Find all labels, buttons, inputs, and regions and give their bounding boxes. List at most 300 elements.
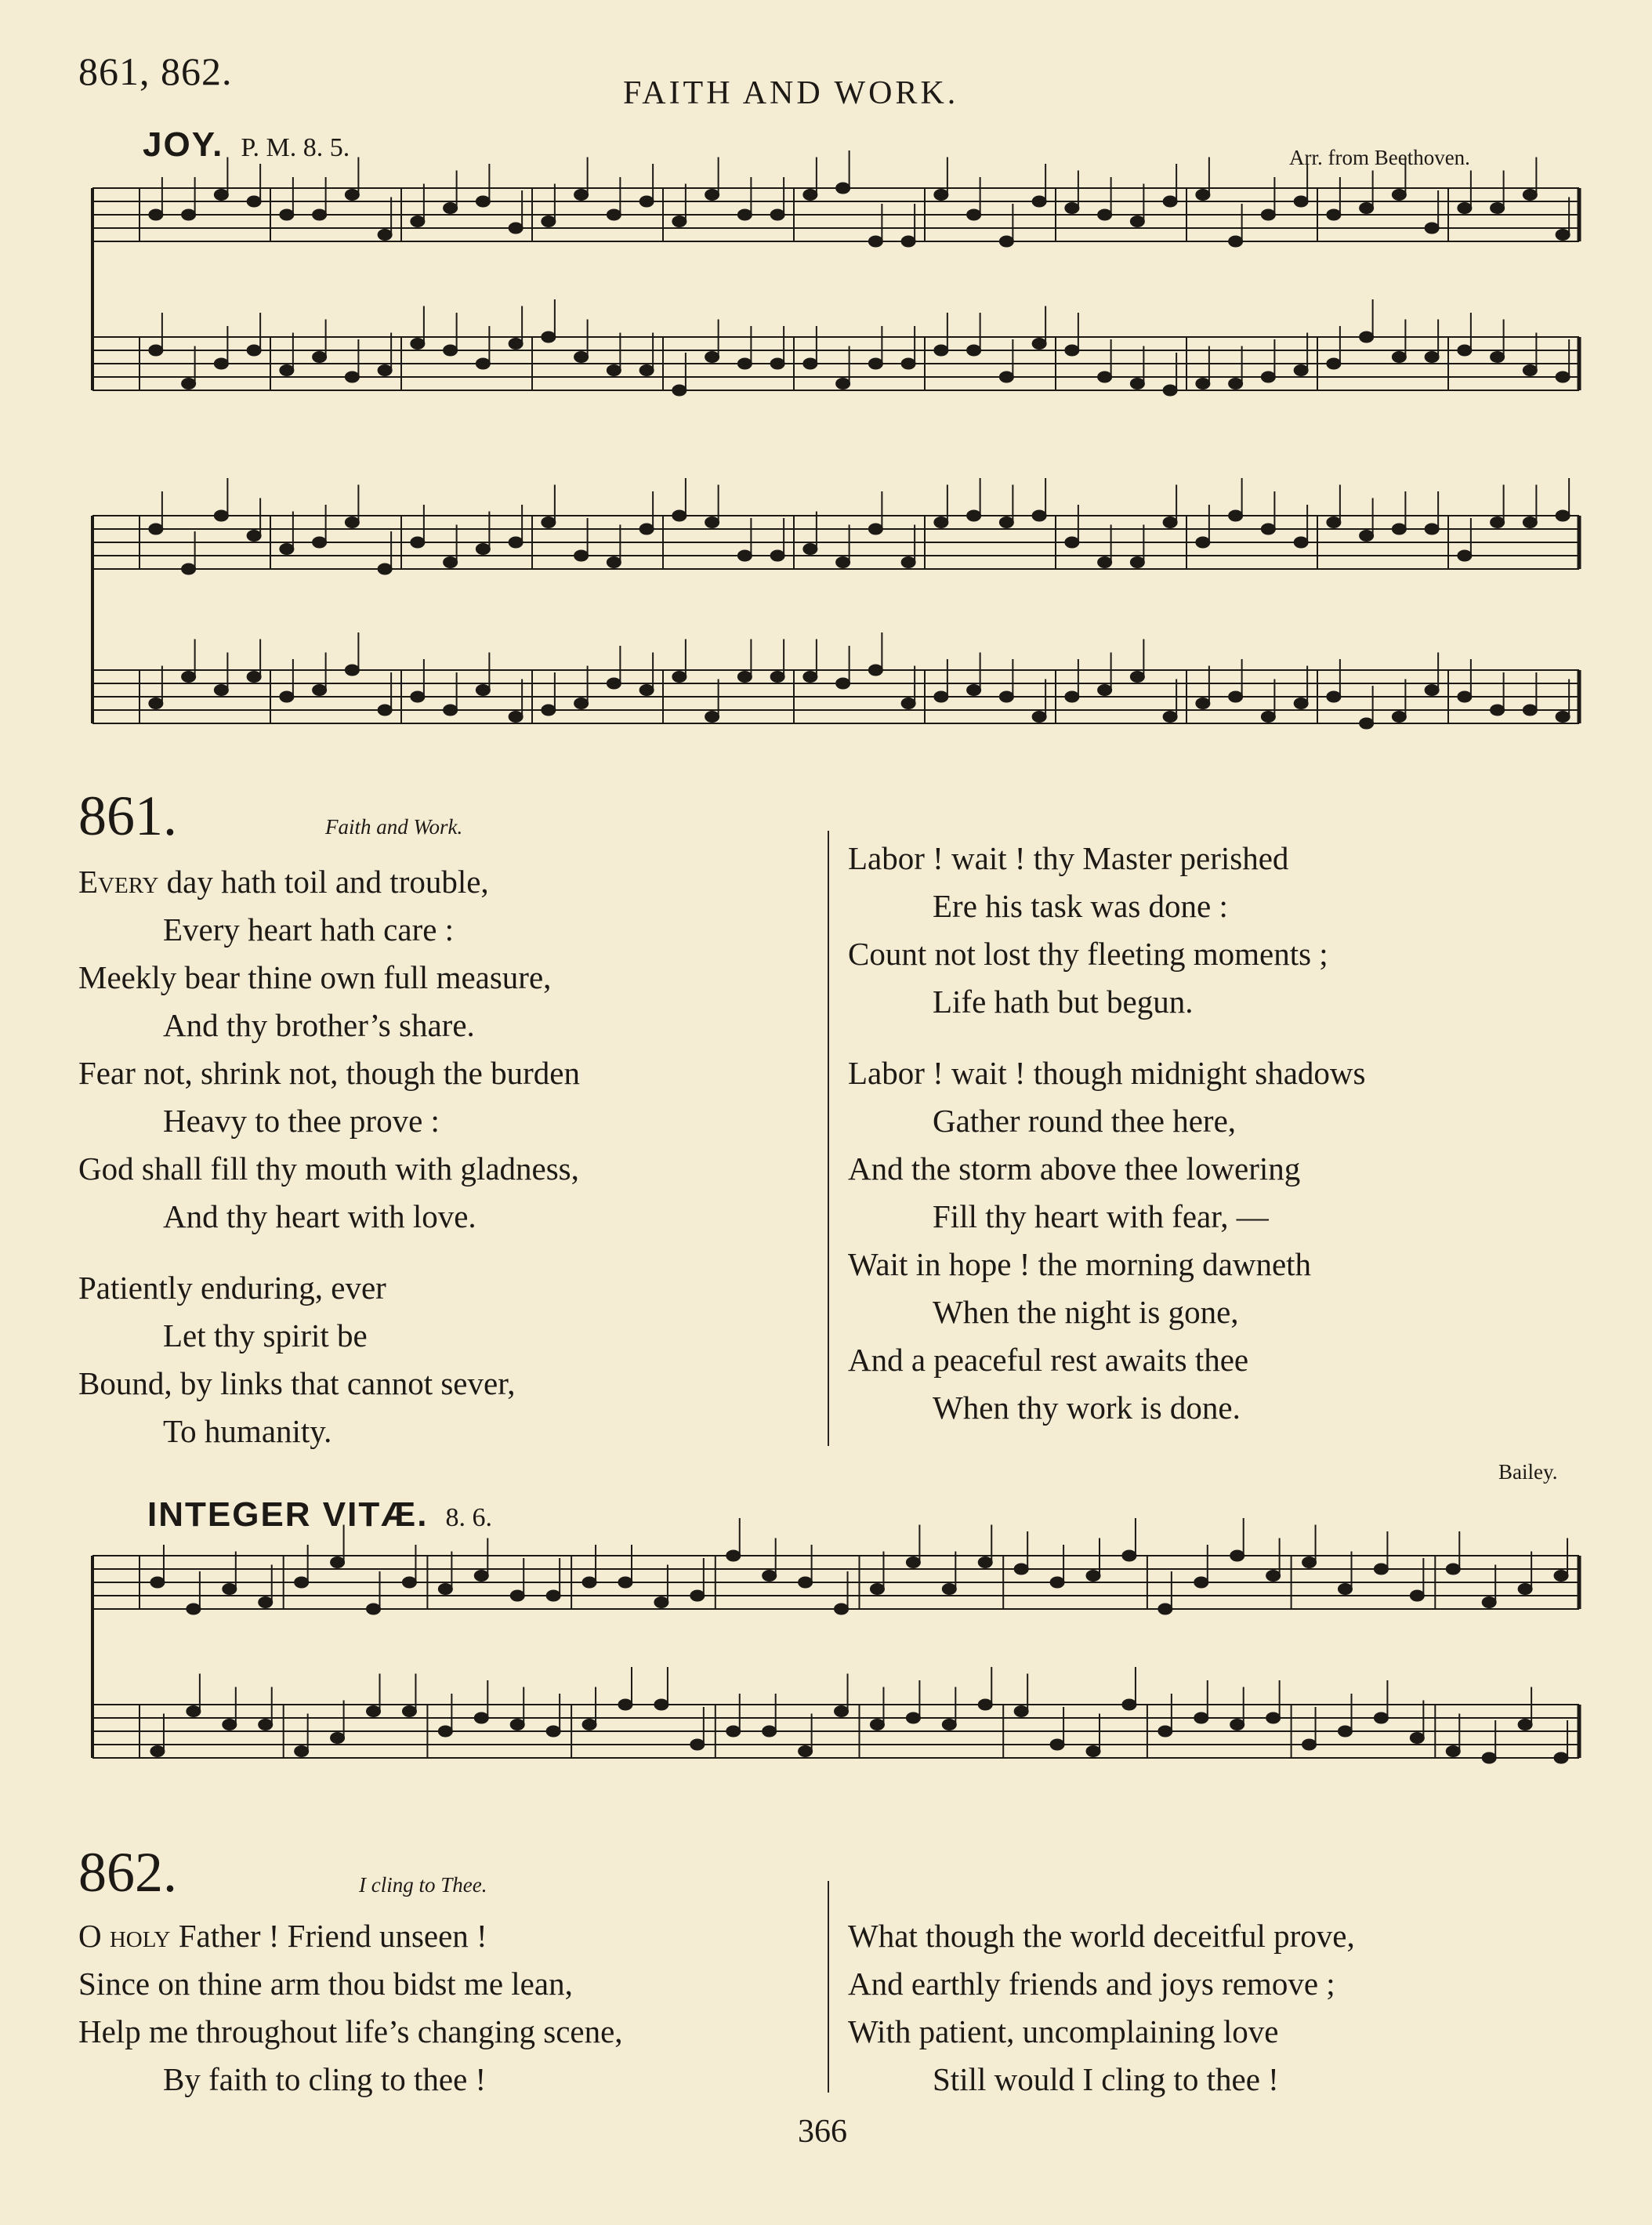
note-head (247, 196, 261, 207)
note-head (607, 678, 621, 689)
note-head (214, 510, 228, 521)
note-head (574, 352, 589, 363)
note-head (510, 1719, 524, 1730)
note-head (999, 691, 1013, 702)
note-head (1458, 345, 1472, 356)
note-head (639, 365, 654, 376)
note-head (411, 339, 425, 350)
tune-meter: 8. 6. (445, 1503, 492, 1532)
note-head (705, 190, 719, 201)
note-head (1163, 517, 1177, 528)
verse-line: Count not lost thy fleeting moments ; (848, 936, 1328, 972)
note-head (967, 345, 981, 356)
note-head (1554, 1571, 1568, 1582)
note-head (1229, 236, 1243, 247)
note-head (582, 1577, 596, 1588)
note-head (942, 1719, 956, 1730)
note-head (967, 685, 981, 696)
verse-line: Life hath but begun. (933, 984, 1194, 1020)
note-head (1163, 712, 1177, 723)
note-head (574, 698, 589, 709)
note-head (770, 209, 784, 220)
note-head (763, 1571, 777, 1582)
hymn-numbers-header: 861, 862. (78, 49, 233, 93)
note-head (770, 358, 784, 369)
note-head (1392, 712, 1406, 723)
note-head (1294, 196, 1308, 207)
note-head (313, 209, 327, 220)
note-head (1360, 531, 1374, 542)
note-head (1294, 365, 1308, 376)
column-divider (828, 1881, 829, 2093)
hymn-862-number: 862. (78, 1841, 177, 1904)
note-head (444, 203, 458, 214)
note-head (444, 557, 458, 568)
note-head (444, 345, 458, 356)
verse-first-word: O holy (78, 1918, 171, 1954)
note-head (770, 672, 784, 683)
note-head (1050, 1577, 1064, 1588)
note-head (705, 352, 719, 363)
note-head (1130, 216, 1144, 227)
note-head (1458, 203, 1472, 214)
column-divider (828, 831, 829, 1446)
note-head (1491, 517, 1505, 528)
note-head (574, 550, 589, 561)
note-head (1425, 352, 1439, 363)
note-head (1556, 371, 1570, 382)
note-head (150, 1577, 165, 1588)
note-head (934, 517, 948, 528)
note-head (906, 1557, 920, 1568)
note-head (967, 510, 981, 521)
note-head (1338, 1584, 1352, 1595)
verse-line: And the storm above thee lowering (848, 1151, 1301, 1187)
note-head (705, 517, 719, 528)
note-head (476, 685, 490, 696)
note-head (411, 216, 425, 227)
note-head (639, 524, 654, 535)
note-head (672, 216, 687, 227)
verse-first-word: Every (78, 864, 159, 900)
tune-name: INTEGER VITÆ. (147, 1495, 429, 1534)
note-head (247, 672, 261, 683)
note-head (1032, 712, 1046, 723)
note-head (1556, 230, 1570, 241)
note-head (1446, 1746, 1460, 1757)
verse-line: With patient, uncomplaining love (848, 2013, 1279, 2049)
note-head (295, 1746, 309, 1757)
verse-text: Father ! Friend unseen ! (170, 1918, 487, 1954)
note-head (1266, 1712, 1281, 1723)
verse-line: Help me throughout life’s changing scene, (78, 2013, 623, 2049)
note-head (1360, 718, 1374, 729)
note-head (1491, 203, 1505, 214)
note-head (247, 531, 261, 542)
note-head (378, 563, 392, 574)
note-head (770, 550, 784, 561)
note-head (1014, 1706, 1028, 1717)
note-head (1158, 1604, 1172, 1614)
note-head (474, 1712, 488, 1723)
verse-line: When the night is gone, (933, 1294, 1239, 1330)
note-head (182, 672, 196, 683)
note-head (1491, 705, 1505, 716)
verse-line: Fill thy heart with fear, — (933, 1198, 1269, 1234)
note-head (1523, 190, 1537, 201)
note-head (1556, 510, 1570, 521)
note-head (1392, 190, 1406, 201)
note-head (1302, 1739, 1317, 1750)
note-head (868, 236, 882, 247)
hymn-862-left-column (78, 1912, 623, 2104)
note-head (345, 371, 359, 382)
note-head (149, 524, 163, 535)
verse-line: And thy heart with love. (163, 1198, 476, 1234)
note-head (280, 691, 294, 702)
note-head (901, 358, 915, 369)
note-head (331, 1557, 345, 1568)
note-head (607, 557, 621, 568)
note-head (182, 563, 196, 574)
note-head (280, 365, 294, 376)
note-head (1556, 712, 1570, 723)
note-head (868, 524, 882, 535)
note-head (639, 685, 654, 696)
note-head (803, 672, 817, 683)
note-head (901, 236, 915, 247)
note-head (1130, 672, 1144, 683)
note-head (214, 190, 228, 201)
note-head (444, 705, 458, 716)
note-head (1482, 1597, 1496, 1608)
note-head (934, 190, 948, 201)
note-head (509, 712, 523, 723)
note-head (411, 691, 425, 702)
note-head (1098, 685, 1112, 696)
note-head (705, 712, 719, 723)
note-head (1229, 379, 1243, 390)
note-head (978, 1557, 992, 1568)
note-head (1196, 190, 1210, 201)
tune-meter: P. M. 8. 5. (241, 133, 350, 162)
note-head (542, 216, 556, 227)
verse-line: Bound, by links that cannot sever, (78, 1365, 516, 1401)
note-head (1360, 203, 1374, 214)
note-head (737, 358, 752, 369)
note-head (607, 365, 621, 376)
verse-line: And earthly friends and joys remove ; (848, 1966, 1335, 2002)
note-head (1302, 1557, 1317, 1568)
note-head (1032, 339, 1046, 350)
note-head (672, 672, 687, 683)
verse-line: Ere his task was done : (933, 888, 1228, 924)
note-head (1163, 385, 1177, 396)
note-head (411, 537, 425, 548)
note-head (672, 385, 687, 396)
note-head (542, 332, 556, 342)
note-head (726, 1550, 741, 1561)
note-head (1374, 1564, 1388, 1575)
note-head (150, 1746, 165, 1757)
note-head (1523, 517, 1537, 528)
note-head (1261, 524, 1275, 535)
note-head (726, 1726, 741, 1737)
note-head (149, 209, 163, 220)
note-head (803, 190, 817, 201)
verse-line: Gather round thee here, (933, 1103, 1237, 1139)
note-head (1230, 1550, 1244, 1561)
note-head (1327, 209, 1341, 220)
note-head (259, 1719, 273, 1730)
note-head (1163, 196, 1177, 207)
note-head (934, 691, 948, 702)
note-head (906, 1712, 920, 1723)
note-head (1523, 705, 1537, 716)
note-head (1032, 510, 1046, 521)
note-head (1065, 537, 1079, 548)
note-head (868, 665, 882, 676)
note-head (280, 544, 294, 555)
note-head (187, 1604, 201, 1614)
note-head (345, 665, 359, 676)
note-head (1458, 550, 1472, 561)
note-head (1327, 517, 1341, 528)
note-head (1014, 1564, 1028, 1575)
note-head (1338, 1726, 1352, 1737)
note-head (1360, 332, 1374, 342)
verse-line: Since on thine arm thou bidst me lean, (78, 1966, 573, 2002)
note-head (1130, 379, 1144, 390)
verse-line: To humanity. (163, 1413, 332, 1449)
note-head (654, 1699, 668, 1710)
note-head (438, 1584, 452, 1595)
note-head (1196, 379, 1210, 390)
note-head (182, 379, 196, 390)
verse-line: What though the world deceitful prove, (848, 1918, 1355, 1954)
note-head (836, 183, 850, 194)
note-head (1491, 352, 1505, 363)
note-head (803, 358, 817, 369)
note-head (836, 379, 850, 390)
tune-name: JOY. (143, 125, 224, 164)
note-head (1122, 1699, 1136, 1710)
note-head (574, 190, 589, 201)
note-head (214, 358, 228, 369)
tune-credit: Arr. from Beethoven. (1289, 146, 1470, 169)
note-head (546, 1726, 560, 1737)
note-head (1194, 1577, 1208, 1588)
note-head (280, 209, 294, 220)
note-head (259, 1597, 273, 1608)
verse-line: Still would I cling to thee ! (933, 2061, 1279, 2097)
note-head (1294, 537, 1308, 548)
hymn-862-subtitle: I cling to Thee. (359, 1873, 487, 1897)
note-head (639, 196, 654, 207)
note-head (1410, 1733, 1424, 1744)
note-head (378, 365, 392, 376)
note-head (1086, 1746, 1100, 1757)
note-head (737, 209, 752, 220)
note-head (313, 352, 327, 363)
note-head (1098, 557, 1112, 568)
verse-line (78, 858, 580, 906)
note-head (331, 1733, 345, 1744)
note-head (1196, 537, 1210, 548)
note-head (690, 1590, 705, 1601)
note-head (214, 685, 228, 696)
hymn-861-left-column (78, 858, 580, 1455)
note-head (1425, 685, 1439, 696)
note-head (1327, 691, 1341, 702)
note-head (999, 371, 1013, 382)
note-head (607, 209, 621, 220)
note-head (476, 196, 490, 207)
note-head (438, 1726, 452, 1737)
note-head (1261, 712, 1275, 723)
note-head (1425, 524, 1439, 535)
note-head (247, 345, 261, 356)
note-head (763, 1726, 777, 1737)
hymn-861-author: Bailey. (1498, 1460, 1558, 1484)
note-head (1425, 223, 1439, 234)
note-head (149, 345, 163, 356)
note-head (313, 537, 327, 548)
note-head (1482, 1752, 1496, 1763)
note-head (582, 1719, 596, 1730)
note-head (1130, 557, 1144, 568)
verse-line: Wait in hope ! the morning dawneth (848, 1246, 1312, 1282)
note-head (1374, 1712, 1388, 1723)
note-head (546, 1590, 560, 1601)
note-head (1065, 345, 1079, 356)
note-head (509, 223, 523, 234)
note-head (476, 544, 490, 555)
note-head (1261, 209, 1275, 220)
note-head (1229, 510, 1243, 521)
note-head (618, 1577, 632, 1588)
note-head (870, 1584, 884, 1595)
note-head (378, 230, 392, 241)
note-head (1158, 1726, 1172, 1737)
note-head (474, 1571, 488, 1582)
note-head (799, 1577, 813, 1588)
hymn-861-number: 861. (78, 785, 177, 847)
note-head (1086, 1571, 1100, 1582)
note-head (313, 685, 327, 696)
verse-line: Let thy spirit be (163, 1317, 368, 1353)
verse-line: Heavy to thee prove : (163, 1103, 440, 1139)
note-head (1230, 1719, 1244, 1730)
note-head (1392, 352, 1406, 363)
note-head (999, 236, 1013, 247)
verse-line: Every heart hath care : (163, 911, 455, 948)
note-head (870, 1719, 884, 1730)
note-head (1458, 691, 1472, 702)
note-head (542, 705, 556, 716)
note-head (868, 358, 882, 369)
note-head (967, 209, 981, 220)
page-number: 366 (798, 2114, 847, 2150)
note-head (942, 1584, 956, 1595)
note-head (1122, 1550, 1136, 1561)
note-head (149, 698, 163, 709)
verse-line: When thy work is done. (933, 1390, 1241, 1426)
note-head (836, 678, 850, 689)
verse-line: Meekly bear thine own full measure, (78, 959, 552, 995)
note-head (476, 358, 490, 369)
note-head (1266, 1571, 1281, 1582)
note-head (187, 1706, 201, 1717)
note-head (1065, 203, 1079, 214)
note-head (510, 1590, 524, 1601)
tune-integer-vitae-title (147, 1495, 492, 1535)
note-head (1050, 1739, 1064, 1750)
note-head (1261, 371, 1275, 382)
note-head (1392, 524, 1406, 535)
note-head (1194, 1712, 1208, 1723)
note-head (1032, 196, 1046, 207)
note-head (799, 1746, 813, 1757)
note-head (1229, 691, 1243, 702)
note-head (402, 1706, 416, 1717)
note-head (223, 1584, 237, 1595)
note-head (1410, 1590, 1424, 1601)
note-head (223, 1719, 237, 1730)
note-head (672, 510, 687, 521)
note-head (1327, 358, 1341, 369)
note-head (836, 557, 850, 568)
verse-line: Labor ! wait ! thy Master perished (848, 840, 1289, 876)
note-head (182, 209, 196, 220)
note-head (378, 705, 392, 716)
note-head (690, 1739, 705, 1750)
note-head (934, 345, 948, 356)
verse-text: day hath toil and trouble, (158, 864, 489, 900)
note-head (1065, 691, 1079, 702)
note-head (737, 550, 752, 561)
verse-line: By faith to cling to thee ! (163, 2061, 487, 2097)
note-head (402, 1577, 416, 1588)
note-head (803, 544, 817, 555)
note-head (345, 190, 359, 201)
verse-line: God shall fill thy mouth with gladness, (78, 1151, 579, 1187)
note-head (367, 1706, 381, 1717)
note-head (737, 672, 752, 683)
verse-line: Patiently enduring, ever (78, 1270, 386, 1306)
note-head (509, 537, 523, 548)
hymn-862-right-column (848, 1912, 1355, 2104)
verse-line: And a peaceful rest awaits thee (848, 1342, 1249, 1378)
note-head (654, 1597, 668, 1608)
note-head (1518, 1719, 1532, 1730)
note-head (1446, 1564, 1460, 1575)
note-head (999, 517, 1013, 528)
note-head (1554, 1752, 1568, 1763)
note-head (345, 517, 359, 528)
note-head (367, 1604, 381, 1614)
note-head (835, 1706, 849, 1717)
verse-line: Labor ! wait ! though midnight shadows (848, 1055, 1366, 1091)
note-head (978, 1699, 992, 1710)
hymn-861-right-column (848, 835, 1365, 1432)
note-head (542, 517, 556, 528)
verse-line: Fear not, shrink not, though the burden (78, 1055, 580, 1091)
note-head (509, 339, 523, 350)
note-head (618, 1699, 632, 1710)
note-head (901, 698, 915, 709)
verse-line (78, 1912, 623, 1960)
